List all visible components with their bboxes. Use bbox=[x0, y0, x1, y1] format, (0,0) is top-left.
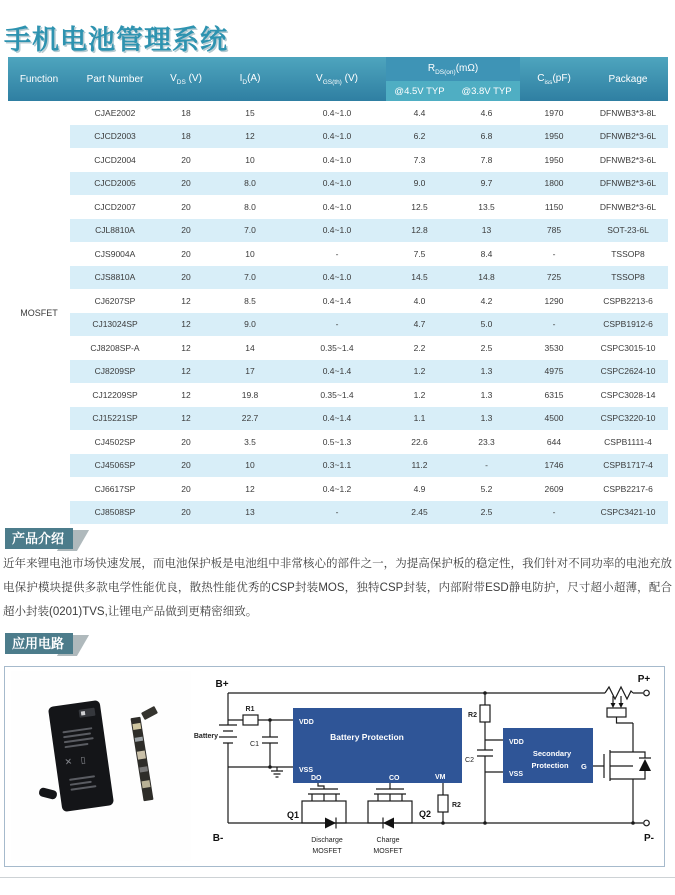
part-number-cell: CJ6207SP bbox=[70, 289, 160, 313]
label-b-plus: B+ bbox=[215, 679, 229, 690]
value-cell: 0.35~1.4 bbox=[288, 383, 386, 407]
value-cell: 12 bbox=[160, 289, 212, 313]
value-cell: 6315 bbox=[520, 383, 588, 407]
value-cell: CSPB2217-6 bbox=[588, 477, 668, 501]
value-cell: 0.3~1.1 bbox=[288, 454, 386, 478]
value-cell: 19.8 bbox=[212, 383, 288, 407]
value-cell: 4.0 bbox=[386, 289, 453, 313]
value-cell: 12 bbox=[212, 477, 288, 501]
value-cell: 22.7 bbox=[212, 407, 288, 431]
value-cell: 0.4~1.0 bbox=[288, 172, 386, 196]
circuit-schematic bbox=[5, 667, 664, 866]
col-header-part-number: Part Number bbox=[70, 57, 160, 101]
value-cell: 0.4~1.0 bbox=[288, 195, 386, 219]
value-cell: 4500 bbox=[520, 407, 588, 431]
value-cell: 4.7 bbox=[386, 313, 453, 337]
value-cell: 20 bbox=[160, 219, 212, 243]
value-cell: 1.2 bbox=[386, 383, 453, 407]
value-cell: 1970 bbox=[520, 101, 588, 125]
value-cell: 9.7 bbox=[453, 172, 520, 196]
value-cell: 2609 bbox=[520, 477, 588, 501]
value-cell: - bbox=[453, 454, 520, 478]
value-cell: 1150 bbox=[520, 195, 588, 219]
value-cell: 20 bbox=[160, 266, 212, 290]
pin-bp-vm: VM bbox=[435, 774, 446, 781]
q2-body-diode bbox=[383, 818, 394, 829]
circuit-diagram bbox=[194, 674, 654, 855]
table-row bbox=[8, 125, 668, 149]
function-cell: MOSFET bbox=[8, 101, 70, 524]
value-cell: 6.2 bbox=[386, 125, 453, 149]
value-cell: CSPB1912-6 bbox=[588, 313, 668, 337]
value-cell: 0.4~1.0 bbox=[288, 148, 386, 172]
part-number-cell: CJ8508SP bbox=[70, 501, 160, 525]
part-number-cell: CJ4506SP bbox=[70, 454, 160, 478]
label-charge-mosfet: MOSFET bbox=[373, 848, 403, 855]
value-cell: 4.6 bbox=[453, 101, 520, 125]
label-protection: Protection bbox=[531, 761, 569, 770]
value-cell: 7.0 bbox=[212, 219, 288, 243]
value-cell: 0.4~1.2 bbox=[288, 477, 386, 501]
value-cell: 20 bbox=[160, 501, 212, 525]
section-badge-intro bbox=[5, 528, 83, 549]
label-discharge: Discharge bbox=[311, 837, 343, 844]
value-cell: 2.5 bbox=[453, 501, 520, 525]
col-header-function: Function bbox=[8, 57, 70, 101]
value-cell: 8.0 bbox=[212, 172, 288, 196]
label-r1: R1 bbox=[245, 706, 255, 713]
value-cell: 4975 bbox=[520, 360, 588, 384]
table-row bbox=[8, 336, 668, 360]
value-cell: DFNWB2*3-6L bbox=[588, 148, 668, 172]
value-cell: - bbox=[288, 501, 386, 525]
value-cell: 1950 bbox=[520, 125, 588, 149]
value-cell: CSPB1717-4 bbox=[588, 454, 668, 478]
value-cell: 20 bbox=[160, 477, 212, 501]
col-header-vgs: $V_{GS(th)}$ (V) bbox=[288, 57, 386, 101]
col-header-rds: $R_{DS(on)}(m\Omega)$ bbox=[386, 57, 520, 81]
value-cell: DFNWB2*3-6L bbox=[588, 125, 668, 149]
value-cell: 1290 bbox=[520, 289, 588, 313]
value-cell: 0.4~1.0 bbox=[288, 101, 386, 125]
value-cell: 12 bbox=[160, 407, 212, 431]
output-body-diode bbox=[639, 759, 651, 771]
value-cell: CSPC2624-10 bbox=[588, 360, 668, 384]
value-cell: 2.2 bbox=[386, 336, 453, 360]
col-header-vds: $V_{DS}$ (V) bbox=[160, 57, 212, 101]
value-cell: 1.3 bbox=[453, 407, 520, 431]
part-number-cell: CJ15221SP bbox=[70, 407, 160, 431]
value-cell: 10 bbox=[212, 148, 288, 172]
ground-symbol bbox=[271, 767, 283, 777]
value-cell: 14.5 bbox=[386, 266, 453, 290]
part-number-cell: CJS9004A bbox=[70, 242, 160, 266]
value-cell: - bbox=[520, 501, 588, 525]
value-cell: 12 bbox=[160, 360, 212, 384]
value-cell: CSPC3421-10 bbox=[588, 501, 668, 525]
value-cell: DFNWB2*3-6L bbox=[588, 195, 668, 219]
section-title-application: 应用电路 bbox=[5, 633, 73, 654]
value-cell: 1.2 bbox=[386, 360, 453, 384]
value-cell: 8.4 bbox=[453, 242, 520, 266]
value-cell: 3530 bbox=[520, 336, 588, 360]
q1-mosfet-symbol bbox=[308, 789, 340, 801]
value-cell: 0.35~1.4 bbox=[288, 336, 386, 360]
value-cell: 7.8 bbox=[453, 148, 520, 172]
part-number-cell: CJ4502SP bbox=[70, 430, 160, 454]
value-cell: 13 bbox=[212, 501, 288, 525]
table-row bbox=[8, 477, 668, 501]
value-cell: 0.4~1.0 bbox=[288, 125, 386, 149]
label-battery: Battery bbox=[193, 733, 218, 740]
value-cell: 12.8 bbox=[386, 219, 453, 243]
part-number-cell: CJ6617SP bbox=[70, 477, 160, 501]
value-cell: 1800 bbox=[520, 172, 588, 196]
table-row bbox=[8, 407, 668, 431]
label-p-minus: P- bbox=[644, 833, 654, 844]
value-cell: 12 bbox=[160, 336, 212, 360]
value-cell: 7.3 bbox=[386, 148, 453, 172]
battery-symbol bbox=[219, 725, 237, 743]
value-cell: 9.0 bbox=[212, 313, 288, 337]
pin-bp-vdd: VDD bbox=[299, 719, 314, 726]
table-row bbox=[8, 219, 668, 243]
value-cell: 12 bbox=[160, 313, 212, 337]
value-cell: 1746 bbox=[520, 454, 588, 478]
label-q1: Q1 bbox=[286, 810, 299, 820]
part-number-cell: CJCD2003 bbox=[70, 125, 160, 149]
value-cell: 4.9 bbox=[386, 477, 453, 501]
value-cell: DFNWB2*3-6L bbox=[588, 172, 668, 196]
value-cell: 5.0 bbox=[453, 313, 520, 337]
value-cell: 785 bbox=[520, 219, 588, 243]
value-cell: 8.5 bbox=[212, 289, 288, 313]
value-cell: TSSOP8 bbox=[588, 266, 668, 290]
product-table bbox=[8, 57, 668, 524]
value-cell: 0.4~1.4 bbox=[288, 360, 386, 384]
value-cell: 9.0 bbox=[386, 172, 453, 196]
table-row bbox=[8, 454, 668, 478]
label-b-minus: B- bbox=[212, 833, 224, 844]
value-cell: 20 bbox=[160, 195, 212, 219]
bottom-divider bbox=[0, 877, 675, 878]
value-cell: 20 bbox=[160, 242, 212, 266]
value-cell: 1950 bbox=[520, 148, 588, 172]
value-cell: - bbox=[288, 313, 386, 337]
value-cell: 12.5 bbox=[386, 195, 453, 219]
table-row bbox=[8, 195, 668, 219]
value-cell: 1.1 bbox=[386, 407, 453, 431]
value-cell: 18 bbox=[160, 125, 212, 149]
value-cell: 6.8 bbox=[453, 125, 520, 149]
page-title: 手机电池管理系统 bbox=[4, 25, 228, 55]
value-cell: - bbox=[520, 242, 588, 266]
table-row bbox=[8, 289, 668, 313]
tvs-wire bbox=[617, 717, 634, 723]
part-number-cell: CJL8810A bbox=[70, 219, 160, 243]
label-r2-bottom: R2 bbox=[452, 802, 461, 809]
table-row bbox=[8, 101, 668, 125]
value-cell: 4.2 bbox=[453, 289, 520, 313]
c1-capacitor bbox=[262, 720, 278, 767]
value-cell: 7.0 bbox=[212, 266, 288, 290]
value-cell: 12 bbox=[212, 125, 288, 149]
col-header-ciss: $C_{iss}(pF)$ bbox=[520, 57, 588, 101]
application-circuit-panel bbox=[4, 666, 665, 867]
part-number-cell: CJ8208SP-A bbox=[70, 336, 160, 360]
value-cell: 0.4~1.0 bbox=[288, 219, 386, 243]
value-cell: 20 bbox=[160, 172, 212, 196]
value-cell: 13 bbox=[453, 219, 520, 243]
battery-protection-box bbox=[293, 708, 462, 783]
col-header-rds-3v8: @3.8V TYP bbox=[453, 81, 520, 101]
label-discharge-mosfet: MOSFET bbox=[312, 848, 342, 855]
value-cell: 14 bbox=[212, 336, 288, 360]
part-number-cell: CJ8209SP bbox=[70, 360, 160, 384]
table-body bbox=[8, 101, 668, 524]
part-number-cell: CJCD2005 bbox=[70, 172, 160, 196]
value-cell: 20 bbox=[160, 148, 212, 172]
value-cell: 15 bbox=[212, 101, 288, 125]
q2-mosfet-symbol bbox=[374, 789, 406, 801]
value-cell: 2.45 bbox=[386, 501, 453, 525]
value-cell: 1.3 bbox=[453, 360, 520, 384]
value-cell: 20 bbox=[160, 430, 212, 454]
value-cell: DFNWB3*3-8L bbox=[588, 101, 668, 125]
label-c1: C1 bbox=[250, 741, 259, 748]
intro-paragraph: 近年来锂电池市场快速发展，而电池保护板是电池组中非常核心的部件之一，为提高保护板的稳定性，我们针对不同功率的电池充放电保护模块提供多款电学性能优良，散热性能优秀的CSP封装MOS，独特CSP封装，内部附带ESD静电防护，尺寸超小超薄，配合超小封装(0201)TVS,让锂电产品做到更精密细致。 bbox=[3, 558, 672, 618]
value-cell: 8.0 bbox=[212, 195, 288, 219]
table-row bbox=[8, 360, 668, 384]
value-cell: 7.5 bbox=[386, 242, 453, 266]
table-row bbox=[8, 242, 668, 266]
value-cell: 23.3 bbox=[453, 430, 520, 454]
label-p-plus: P+ bbox=[637, 674, 651, 685]
battery-warning-icons: ✕ ▯ bbox=[64, 754, 90, 768]
label-c2: C2 bbox=[465, 757, 474, 764]
section-title-intro: 产品介绍 bbox=[5, 528, 73, 549]
value-cell: SOT-23-6L bbox=[588, 219, 668, 243]
p-plus-terminal bbox=[644, 690, 650, 696]
table-row bbox=[8, 266, 668, 290]
output-mosfet-symbol bbox=[593, 750, 633, 781]
part-number-cell: CJS8810A bbox=[70, 266, 160, 290]
value-cell: 1.3 bbox=[453, 383, 520, 407]
table-row bbox=[8, 172, 668, 196]
value-cell: 10 bbox=[212, 242, 288, 266]
value-cell: 17 bbox=[212, 360, 288, 384]
table-row bbox=[8, 383, 668, 407]
r2-bottom-resistor bbox=[438, 795, 448, 812]
value-cell: 0.5~1.3 bbox=[288, 430, 386, 454]
pin-bp-vss: VSS bbox=[299, 767, 314, 774]
tvs-diode bbox=[607, 708, 626, 717]
pin-bp-do: DO bbox=[311, 775, 322, 782]
q1-body-diode bbox=[325, 818, 336, 829]
value-cell: 0.4~1.4 bbox=[288, 407, 386, 431]
label-q2: Q2 bbox=[419, 809, 432, 819]
value-cell: 3.5 bbox=[212, 430, 288, 454]
value-cell: - bbox=[288, 242, 386, 266]
table-row bbox=[8, 430, 668, 454]
value-cell: 2.5 bbox=[453, 336, 520, 360]
value-cell: 20 bbox=[160, 454, 212, 478]
value-cell: 22.6 bbox=[386, 430, 453, 454]
pin-sp-g: G bbox=[581, 762, 587, 771]
do-pin-wire bbox=[318, 783, 324, 789]
part-number-cell: CJCD2007 bbox=[70, 195, 160, 219]
pin-sp-vdd: VDD bbox=[509, 739, 524, 746]
r1-resistor bbox=[243, 715, 258, 725]
value-cell: CSPB1111-4 bbox=[588, 430, 668, 454]
table-row bbox=[8, 148, 668, 172]
value-cell: CSPC3028-14 bbox=[588, 383, 668, 407]
p-plus-series-resistor bbox=[605, 687, 633, 699]
table-header bbox=[8, 57, 668, 101]
value-cell: 12 bbox=[160, 383, 212, 407]
r2-top-resistor bbox=[480, 705, 490, 722]
value-cell: - bbox=[520, 313, 588, 337]
label-secondary: Secondary bbox=[532, 749, 572, 758]
label-charge: Charge bbox=[376, 837, 400, 844]
q1-mosfet-body bbox=[302, 801, 346, 823]
part-number-cell: CJ12209SP bbox=[70, 383, 160, 407]
value-cell: 10 bbox=[212, 454, 288, 478]
value-cell: 644 bbox=[520, 430, 588, 454]
value-cell: 11.2 bbox=[386, 454, 453, 478]
value-cell: CSPB2213-6 bbox=[588, 289, 668, 313]
part-number-cell: CJAE2002 bbox=[70, 101, 160, 125]
value-cell: CSPC3220-10 bbox=[588, 407, 668, 431]
col-header-package: Package bbox=[588, 57, 668, 101]
value-cell: 4.4 bbox=[386, 101, 453, 125]
table-row bbox=[8, 501, 668, 525]
value-cell: CSPC3015-10 bbox=[588, 336, 668, 360]
p-minus-terminal bbox=[644, 820, 650, 826]
value-cell: 5.2 bbox=[453, 477, 520, 501]
value-cell: 0.4~1.4 bbox=[288, 289, 386, 313]
value-cell: 0.4~1.0 bbox=[288, 266, 386, 290]
col-header-id: $I_D(A)$ bbox=[212, 57, 288, 101]
value-cell: 725 bbox=[520, 266, 588, 290]
value-cell: 13.5 bbox=[453, 195, 520, 219]
pin-bp-co: CO bbox=[389, 775, 400, 782]
label-battery-protection: Battery Protection bbox=[330, 732, 404, 742]
value-cell: 14.8 bbox=[453, 266, 520, 290]
pin-sp-vss: VSS bbox=[509, 771, 524, 778]
value-cell: TSSOP8 bbox=[588, 242, 668, 266]
part-number-cell: CJ13024SP bbox=[70, 313, 160, 337]
label-r2-top: R2 bbox=[468, 712, 477, 719]
section-badge-application bbox=[5, 633, 83, 654]
table-row bbox=[8, 313, 668, 337]
part-number-cell: CJCD2004 bbox=[70, 148, 160, 172]
value-cell: 18 bbox=[160, 101, 212, 125]
col-header-rds-4v5: @4.5V TYP bbox=[386, 81, 453, 101]
